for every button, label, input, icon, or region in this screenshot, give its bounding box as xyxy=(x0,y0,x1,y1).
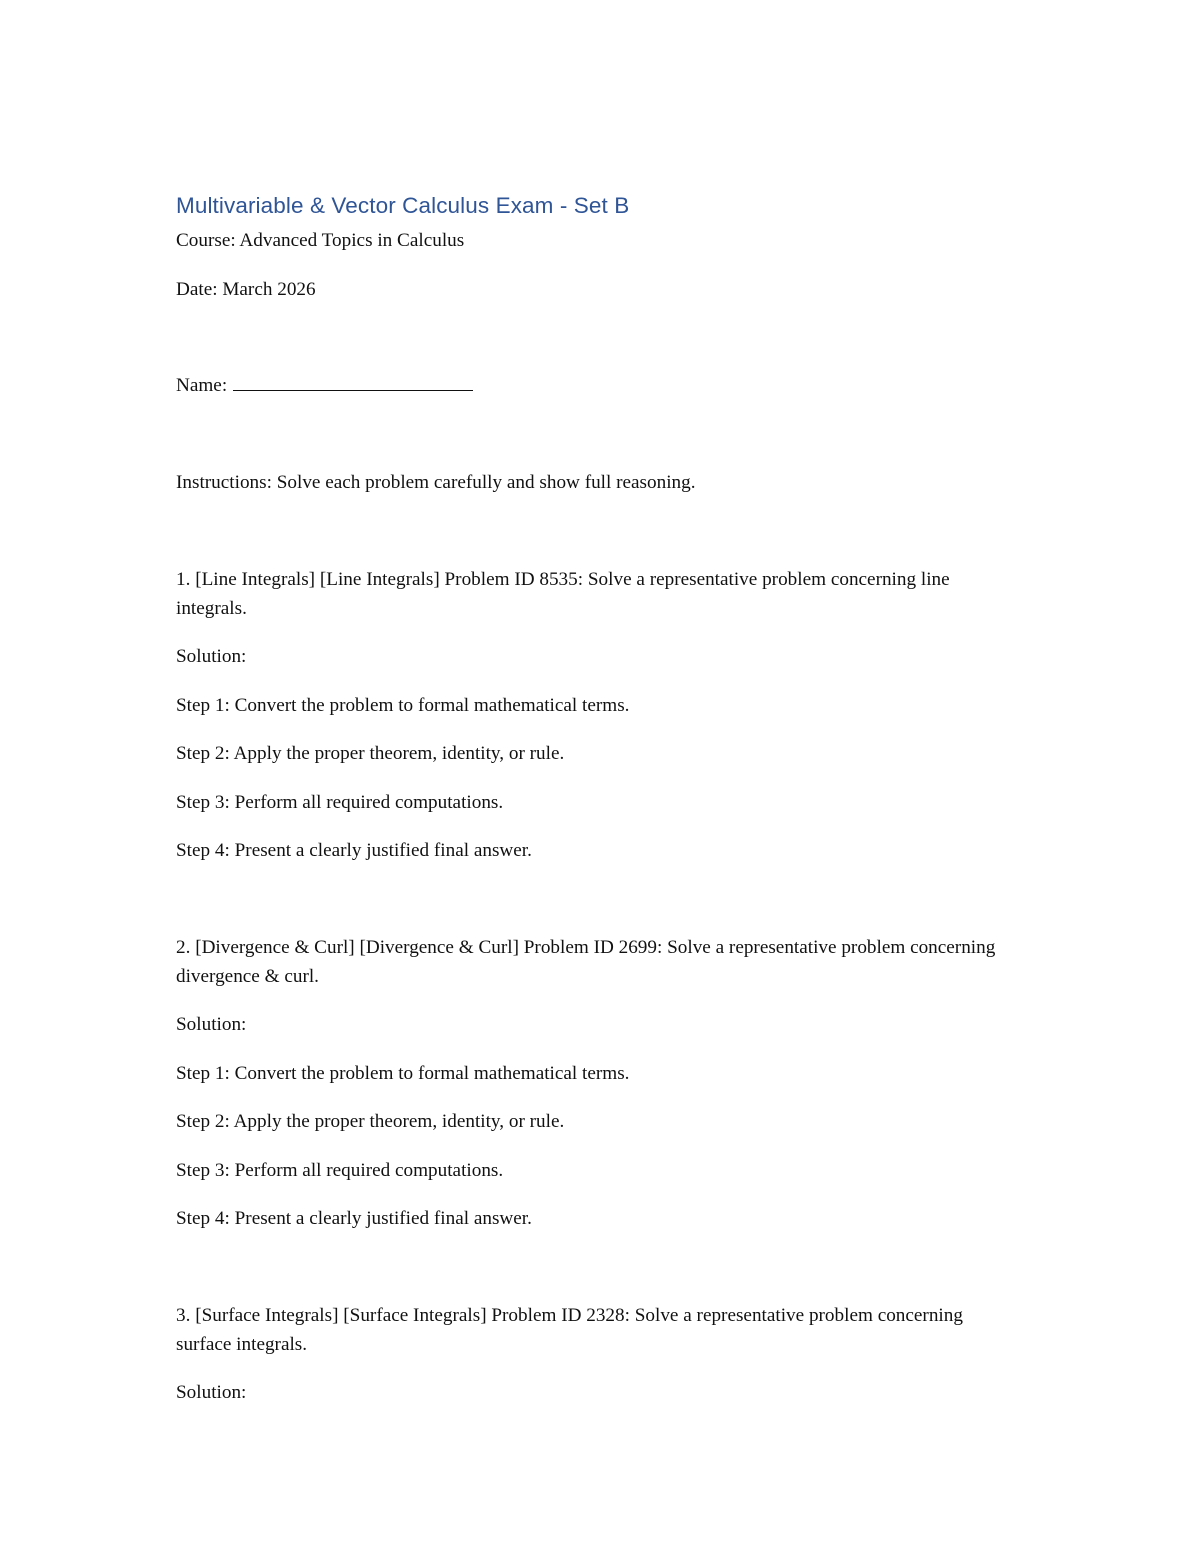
problem-3-solution-label: Solution: xyxy=(176,1382,247,1403)
problem-1-step-1: Step 1: Convert the problem to formal mathematical terms. xyxy=(176,694,630,716)
problem-2-solution-label: Solution: xyxy=(176,1014,247,1035)
name-blank-field xyxy=(233,372,473,391)
problem-1 xyxy=(176,565,1016,865)
problem-1-step-4: Step 4: Present a clearly justified final answer. xyxy=(176,840,532,861)
document-title: Multivariable & Vector Calculus Exam - Set B xyxy=(176,193,630,218)
problem-2-step-3: Step 3: Perform all required computations. xyxy=(176,1159,504,1181)
name-label: Name: xyxy=(176,375,228,396)
problem-1-solution-label: Solution: xyxy=(176,646,247,667)
problem-2-text: 2. [Divergence & Curl] [Divergence & Curl] Problem ID 2699: Solve a representative problem concerning divergence & curl. xyxy=(176,937,996,987)
date-line: Date: March 2026 xyxy=(176,279,316,300)
problem-1-step-2: Step 2: Apply the proper theorem, identity, or rule. xyxy=(176,743,565,764)
problem-2-step-4: Step 4: Present a clearly justified final answer. xyxy=(176,1208,532,1229)
course-line: Course: Advanced Topics in Calculus xyxy=(176,230,465,251)
problem-3 xyxy=(176,1301,1016,1407)
problem-2-step-1: Step 1: Convert the problem to formal mathematical terms. xyxy=(176,1062,630,1084)
document-content xyxy=(176,189,1016,1407)
problem-2-step-2: Step 2: Apply the proper theorem, identity, or rule. xyxy=(176,1111,565,1132)
problem-3-text: 3. [Surface Integrals] [Surface Integrals] Problem ID 2328: Solve a representative problem concerning surface integrals. xyxy=(176,1305,963,1355)
problem-1-text: 1. [Line Integrals] [Line Integrals] Problem ID 8535: Solve a representative problem concerning line integrals. xyxy=(176,569,950,619)
instructions-line: Instructions: Solve each problem carefully and show full reasoning. xyxy=(176,472,696,493)
problem-1-step-3: Step 3: Perform all required computations. xyxy=(176,791,504,813)
name-line xyxy=(176,371,1016,400)
problem-2 xyxy=(176,933,1016,1233)
